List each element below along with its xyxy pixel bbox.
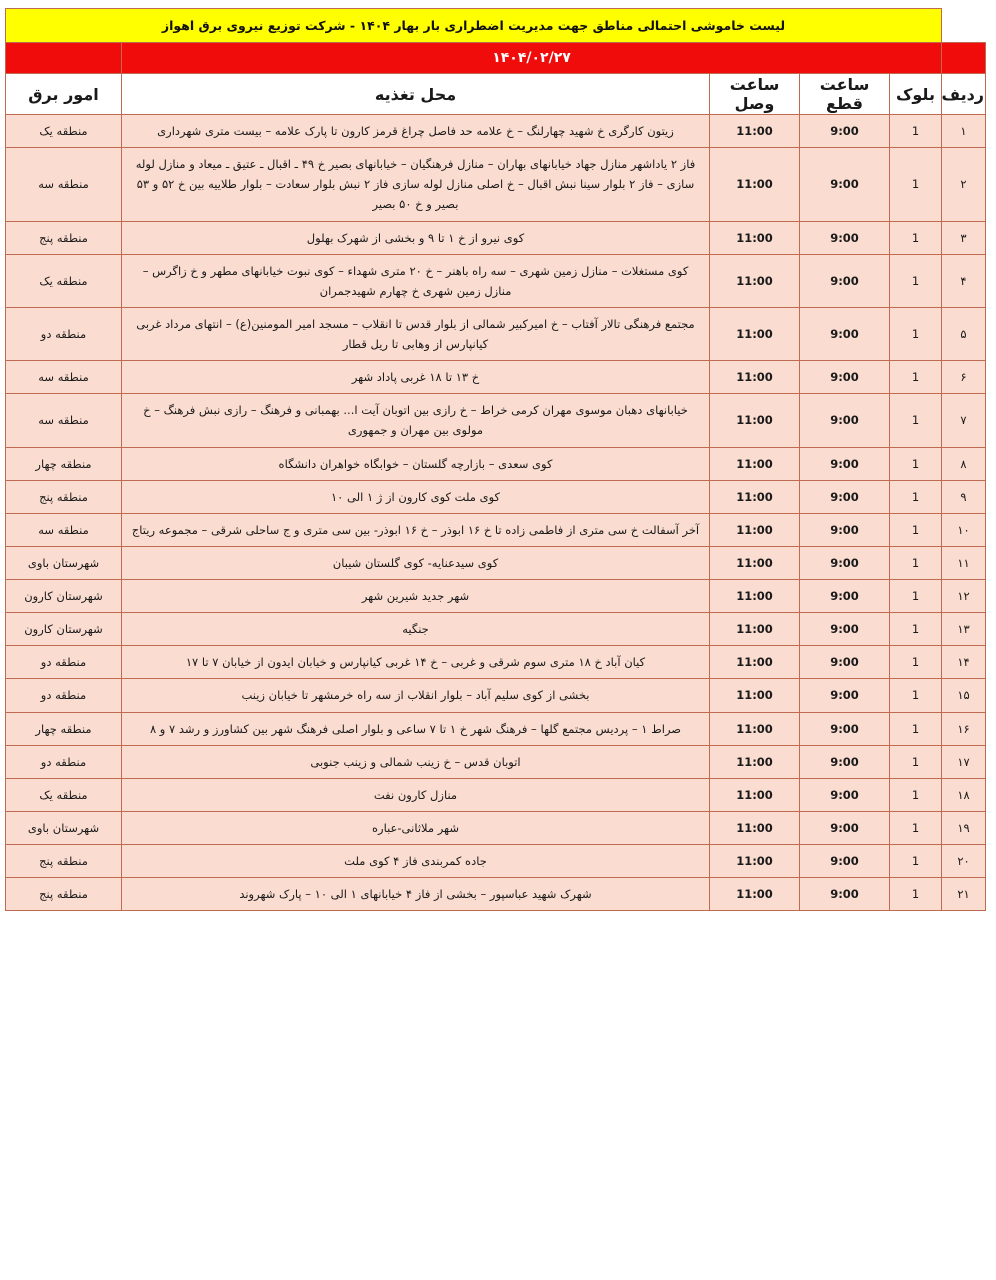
cell-place: شهر ملاثانی-عباره (122, 811, 710, 844)
cell-block: 1 (890, 679, 942, 712)
title-spacer (942, 9, 986, 43)
cell-row-number: ۱۴ (942, 646, 986, 679)
cell-row-number: ۵ (942, 307, 986, 360)
cell-area: منطقه پنج (5, 480, 121, 513)
cell-place: کوی سیدعنایه- کوی گلستان شیبان (122, 546, 710, 579)
table-row (5, 361, 985, 394)
cell-area: منطقه پنج (5, 878, 121, 911)
table-row (5, 745, 985, 778)
cell-on-time: 11:00 (710, 115, 800, 148)
cell-on-time: 11:00 (710, 646, 800, 679)
cell-row-number: ۸ (942, 447, 986, 480)
cell-row-number: ۱۸ (942, 778, 986, 811)
cell-area: شهرستان باوی (5, 811, 121, 844)
cell-row-number: ۲۱ (942, 878, 986, 911)
cell-block: 1 (890, 361, 942, 394)
column-header-block: بلوک (890, 74, 942, 115)
cell-on-time: 11:00 (710, 148, 800, 221)
cell-off-time: 9:00 (800, 513, 890, 546)
cell-area: منطقه پنج (5, 221, 121, 254)
cell-block: 1 (890, 878, 942, 911)
cell-row-number: ۱۳ (942, 613, 986, 646)
document-title: لیست خاموشی احتمالی مناطق جهت مدیریت اضطراری بار بهار ۱۴۰۴ - شرکت توزیع نیروی برق اهواز (5, 9, 941, 43)
table-row (5, 513, 985, 546)
cell-off-time: 9:00 (800, 878, 890, 911)
cell-block: 1 (890, 394, 942, 447)
cell-on-time: 11:00 (710, 745, 800, 778)
title-banner-row (5, 9, 985, 43)
cell-place: خ ۱۳ تا ۱۸ غربی پاداد شهر (122, 361, 710, 394)
outage-table-body (5, 115, 985, 911)
cell-area: منطقه یک (5, 115, 121, 148)
cell-row-number: ۱۹ (942, 811, 986, 844)
column-header-place: محل تغذیه (122, 74, 710, 115)
cell-block: 1 (890, 745, 942, 778)
table-row (5, 646, 985, 679)
cell-on-time: 11:00 (710, 845, 800, 878)
cell-off-time: 9:00 (800, 712, 890, 745)
cell-on-time: 11:00 (710, 613, 800, 646)
cell-place: جنگیه (122, 613, 710, 646)
cell-area: منطقه چهار (5, 447, 121, 480)
cell-block: 1 (890, 712, 942, 745)
cell-off-time: 9:00 (800, 447, 890, 480)
cell-place: شهرک شهید عباسپور – بخشی از فاز ۴ خیابانهای ۱ الی ۱۰ – پارک شهروند (122, 878, 710, 911)
table-row (5, 221, 985, 254)
cell-off-time: 9:00 (800, 613, 890, 646)
cell-on-time: 11:00 (710, 580, 800, 613)
table-row (5, 811, 985, 844)
cell-on-time: 11:00 (710, 811, 800, 844)
cell-area: منطقه چهار (5, 712, 121, 745)
cell-block: 1 (890, 447, 942, 480)
cell-row-number: ۱۱ (942, 546, 986, 579)
cell-block: 1 (890, 811, 942, 844)
cell-area: منطقه دو (5, 745, 121, 778)
cell-area: شهرستان کارون (5, 580, 121, 613)
table-row (5, 546, 985, 579)
date-side-right (5, 43, 121, 74)
cell-area: منطقه یک (5, 254, 121, 307)
table-row (5, 254, 985, 307)
cell-place: منازل کارون نفت (122, 778, 710, 811)
cell-block: 1 (890, 254, 942, 307)
cell-block: 1 (890, 546, 942, 579)
cell-row-number: ۱۲ (942, 580, 986, 613)
cell-off-time: 9:00 (800, 778, 890, 811)
table-row (5, 148, 985, 221)
column-header-off-time: ساعت قطع (800, 74, 890, 115)
cell-area: منطقه دو (5, 679, 121, 712)
cell-place: کوی نیرو از خ ۱ تا ۹ و بخشی از شهرک بهلول (122, 221, 710, 254)
cell-place: کوی سعدی – بازارچه گلستان – خوابگاه خواهران دانشگاه (122, 447, 710, 480)
cell-row-number: ۶ (942, 361, 986, 394)
cell-place: آخر آسفالت خ سی متری از فاطمی زاده تا خ ۱۶ ابوذر – خ ۱۶ ابوذر- بین سی متری و ج ساحلی شرقی – مجموعه ریتاج (122, 513, 710, 546)
table-row (5, 580, 985, 613)
cell-on-time: 11:00 (710, 878, 800, 911)
cell-on-time: 11:00 (710, 712, 800, 745)
cell-block: 1 (890, 845, 942, 878)
cell-area: منطقه پنج (5, 845, 121, 878)
cell-block: 1 (890, 115, 942, 148)
cell-off-time: 9:00 (800, 307, 890, 360)
cell-row-number: ۲۰ (942, 845, 986, 878)
cell-block: 1 (890, 646, 942, 679)
cell-off-time: 9:00 (800, 361, 890, 394)
cell-off-time: 9:00 (800, 480, 890, 513)
cell-area: شهرستان باوی (5, 546, 121, 579)
cell-place: زیتون کارگری خ شهید چهارلنگ – خ علامه حد فاصل چراغ قرمز کارون تا پارک علامه – بیست متری شهرداری (122, 115, 710, 148)
cell-block: 1 (890, 513, 942, 546)
cell-on-time: 11:00 (710, 480, 800, 513)
cell-block: 1 (890, 480, 942, 513)
table-row (5, 115, 985, 148)
cell-area: شهرستان کارون (5, 613, 121, 646)
date-side-left (942, 43, 986, 74)
cell-place: جاده کمربندی فاز ۴ کوی ملت (122, 845, 710, 878)
cell-off-time: 9:00 (800, 646, 890, 679)
cell-on-time: 11:00 (710, 221, 800, 254)
cell-place: مجتمع فرهنگی تالار آفتاب – خ امیرکبیر شمالی از بلوار قدس تا انقلاب – مسجد امیر المومنین(ع) – انتهای مرداد غربی کیانپارس از وهابی تا ریل قطار (122, 307, 710, 360)
date-banner-row (5, 43, 985, 74)
cell-block: 1 (890, 778, 942, 811)
cell-row-number: ۷ (942, 394, 986, 447)
column-header-area: امور برق (5, 74, 121, 115)
cell-area: منطقه یک (5, 778, 121, 811)
cell-off-time: 9:00 (800, 845, 890, 878)
outage-table (5, 8, 986, 911)
table-row (5, 480, 985, 513)
table-row (5, 778, 985, 811)
cell-off-time: 9:00 (800, 580, 890, 613)
cell-row-number: ۱۷ (942, 745, 986, 778)
cell-place: صراط ۱ – پردیس مجتمع گلها – فرهنگ شهر خ ۱ تا ۷ ساعی و بلوار اصلی فرهنگ شهر بین کشاورز و رشد ۷ و ۸ (122, 712, 710, 745)
table-row (5, 845, 985, 878)
cell-place: کوی مستغلات – منازل زمین شهری – سه راه باهنر – خ ۲۰ متری شهداء – کوی نبوت خیابانهای مطهر و خ زاگرس – منازل زمین شهری خ چهارم شهیدجمران (122, 254, 710, 307)
cell-off-time: 9:00 (800, 221, 890, 254)
cell-row-number: ۱ (942, 115, 986, 148)
cell-on-time: 11:00 (710, 307, 800, 360)
cell-off-time: 9:00 (800, 811, 890, 844)
table-row (5, 712, 985, 745)
cell-area: منطقه سه (5, 148, 121, 221)
table-row (5, 447, 985, 480)
cell-place: فاز ۲ یاداشهر منازل جهاد خیابانهای بهاران – منازل فرهنگیان – خیابانهای بصیر خ ۴۹ ـ اقبال ـ عتیق ـ میعاد و منازل لوله سازی – فاز ۲ بلوار سینا نبش اقبال – خ اصلی منازل لوله سازی فاز ۲ نبش بلوار سعادت – بلوار طلاییه بین خ ۵۲ و ۵۳ بصیر و خ ۵۰ بصیر (122, 148, 710, 221)
cell-on-time: 11:00 (710, 778, 800, 811)
cell-on-time: 11:00 (710, 679, 800, 712)
cell-block: 1 (890, 580, 942, 613)
table-row (5, 878, 985, 911)
cell-block: 1 (890, 221, 942, 254)
cell-area: منطقه سه (5, 513, 121, 546)
cell-area: منطقه دو (5, 646, 121, 679)
cell-place: شهر جدید شیرین شهر (122, 580, 710, 613)
cell-off-time: 9:00 (800, 546, 890, 579)
cell-area: منطقه دو (5, 307, 121, 360)
cell-block: 1 (890, 307, 942, 360)
table-row (5, 307, 985, 360)
cell-on-time: 11:00 (710, 361, 800, 394)
cell-off-time: 9:00 (800, 679, 890, 712)
column-header-on-time: ساعت وصل (710, 74, 800, 115)
cell-place: خیابانهای دهبان موسوی مهران کرمی خراط – خ رازی بین اتوبان آیت ا... بهمبانی و فرهنگ – رازی نبش فرهنگ – خ مولوی بین مهران و جمهوری (122, 394, 710, 447)
cell-row-number: ۲ (942, 148, 986, 221)
table-row (5, 613, 985, 646)
cell-off-time: 9:00 (800, 394, 890, 447)
cell-off-time: 9:00 (800, 148, 890, 221)
cell-on-time: 11:00 (710, 513, 800, 546)
cell-off-time: 9:00 (800, 115, 890, 148)
cell-row-number: ۱۶ (942, 712, 986, 745)
cell-place: کوی ملت کوی کارون از ژ ۱ الی ۱۰ (122, 480, 710, 513)
cell-place: بخشی از کوی سلیم آباد – بلوار انقلاب از سه راه خرمشهر تا خیابان زینب (122, 679, 710, 712)
cell-on-time: 11:00 (710, 447, 800, 480)
column-header-row: ردیف (942, 74, 986, 115)
cell-place: کیان آباد خ ۱۸ متری سوم شرقی و غربی – خ ۱۴ غربی کیانپارس و خیابان ایدون از خیابان ۷ تا ۱۷ (122, 646, 710, 679)
cell-block: 1 (890, 148, 942, 221)
cell-area: منطقه سه (5, 361, 121, 394)
table-row (5, 679, 985, 712)
document-date: ۱۴۰۴/۰۲/۲۷ (122, 43, 942, 74)
cell-block: 1 (890, 613, 942, 646)
cell-row-number: ۳ (942, 221, 986, 254)
cell-row-number: ۱۵ (942, 679, 986, 712)
cell-row-number: ۴ (942, 254, 986, 307)
cell-row-number: ۹ (942, 480, 986, 513)
cell-area: منطقه سه (5, 394, 121, 447)
cell-place: اتوبان قدس – خ زینب شمالی و زینب جنوبی (122, 745, 710, 778)
table-row (5, 394, 985, 447)
cell-off-time: 9:00 (800, 745, 890, 778)
cell-off-time: 9:00 (800, 254, 890, 307)
cell-on-time: 11:00 (710, 546, 800, 579)
cell-on-time: 11:00 (710, 254, 800, 307)
cell-row-number: ۱۰ (942, 513, 986, 546)
cell-on-time: 11:00 (710, 394, 800, 447)
